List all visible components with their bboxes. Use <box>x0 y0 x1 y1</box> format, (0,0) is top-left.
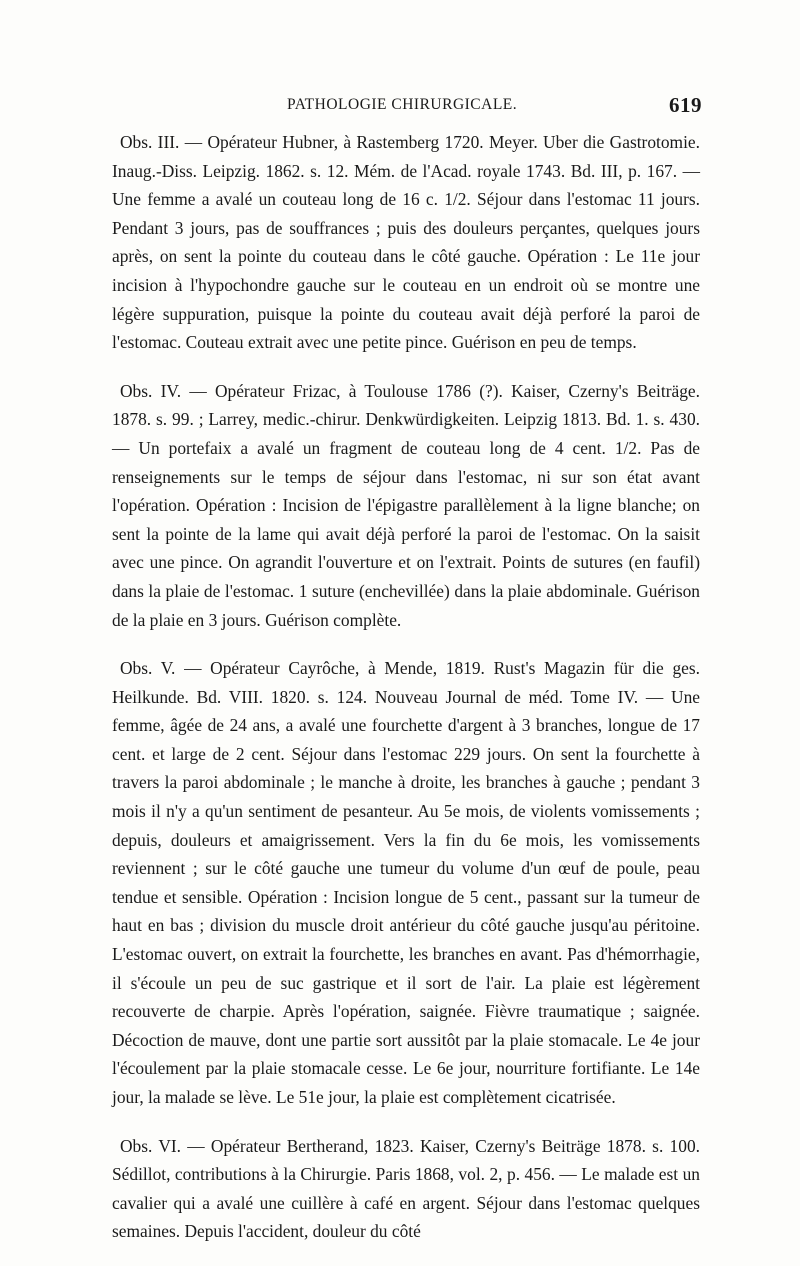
book-page <box>112 93 702 1266</box>
observation-text: — Opérateur Cayrôche, à Mende, 1819. Rust's Magazin für die ges. Heilkunde. Bd. VIII. 1820. s. 124. Nouveau Journal de méd. Tome IV. — Une femme, âgée de 24 ans, a avalé une fourchette d'argent à 3 branches, longue de 17 cent. et large de 2 cent. Séjour dans l'estomac 229 jours. On sent la fourchette à travers la paroi abdominale ; le manche à droite, les branches à gauche ; pendant 3 mois il n'y a qu'un sentiment de pesanteur. Au 5e mois, de violents vomissements ; depuis, douleurs et amaigrissement. Vers la fin du 6e mois, les vomissements reviennent ; sur le côté gauche une tumeur du volume d'un œuf de poule, peau tendue et sensible. Opération : Incision longue de 5 cent., passant sur la tumeur de haut en bas ; division du muscle droit antérieur du côté gauche jusqu'au péritoine. L'estomac ouvert, on extrait la fourchette, les branches en avant. Pas d'hémorrhagie, il s'écoule un peu de suc gastrique et il sort de l'air. La plaie est légèrement recouverte de charpie. Après l'opération, saignée. Fièvre traumatique ; saignée. Décoction de mauve, dont une partie sort aussitôt par la plaie stomacale. Le 4e jour l'écoulement par la plaie stomacale cesse. Le 6e jour, nourriture fortifiante. Le 14e jour, la malade se lève. Le 51e jour, la plaie est complètement cicatrisée. <box>112 658 700 1107</box>
page-number: 619 <box>669 93 702 117</box>
observation-label: Obs. V. <box>120 658 176 679</box>
running-head <box>112 93 702 118</box>
observation-label: Obs. III. <box>120 132 180 152</box>
running-title: PATHOLOGIE CHIRURGICALE. <box>287 96 518 113</box>
observation-vi <box>112 1132 700 1246</box>
observation-v <box>112 654 700 1112</box>
observation-iv <box>112 377 700 634</box>
observation-label: Obs. IV. <box>120 380 182 401</box>
observation-text: — Opérateur Frizac, à Toulouse 1786 (?). Kaiser, Czerny's Beiträge. 1878. s. 99. ; Larrey, medic.-chirur. Denkwürdigkeiten. Leipzig 1813. Bd. 1. s. 430. — Un portefaix a avalé un fragment de couteau long de 4 cent. 1/2. Pas de renseignements sur le temps de séjour dans l'estomac, ni sur son état avant l'opération. Opération : Incision de l'épigastre parallèlement à la ligne blanche; on sent la pointe de la lame qui avait déjà perforé la paroi de l'estomac. On la saisit avec une pince. On agrandit l'ouverture et on l'extrait. Points de sutures (en faufil) dans la plaie de l'estomac. 1 suture (enchevillée) dans la plaie abdominale. Guérison de la plaie en 3 jours. Guérison complète. <box>112 380 700 630</box>
page-body <box>112 128 700 1246</box>
observation-label: Obs. VI. <box>120 1135 182 1156</box>
observation-iii <box>112 128 700 357</box>
observation-text: — Opérateur Bertherand, 1823. Kaiser, Czerny's Beiträge 1878. s. 100. Sédillot, contributions à la Chirurgie. Paris 1868, vol. 2, p. 456. — Le malade est un cavalier qui a avalé une cuillère à café en argent. Séjour dans l'estomac quelques semaines. Depuis l'accident, douleur du côté <box>112 1135 700 1242</box>
observation-text: — Opérateur Hubner, à Rastemberg 1720. Meyer. Uber die Gastrotomie. Inaug.-Diss. Leipzig. 1862. s. 12. Mém. de l'Acad. royale 1743. Bd. III, p. 167. — Une femme a avalé un couteau long de 16 c. 1/2. Séjour dans l'estomac 11 jours. Pendant 3 jours, pas de souffrances ; puis des douleurs perçantes, quelques jours après, on sent la pointe du couteau dans le côté gauche. Opération : Le 11e jour incision à l'hypochondre gauche sur le couteau en un endroit où se montre une légère suppuration, puisque la pointe du couteau avait déjà perforé la paroi de l'estomac. Couteau extrait avec une petite pince. Guérison en peu de temps. <box>112 132 700 353</box>
